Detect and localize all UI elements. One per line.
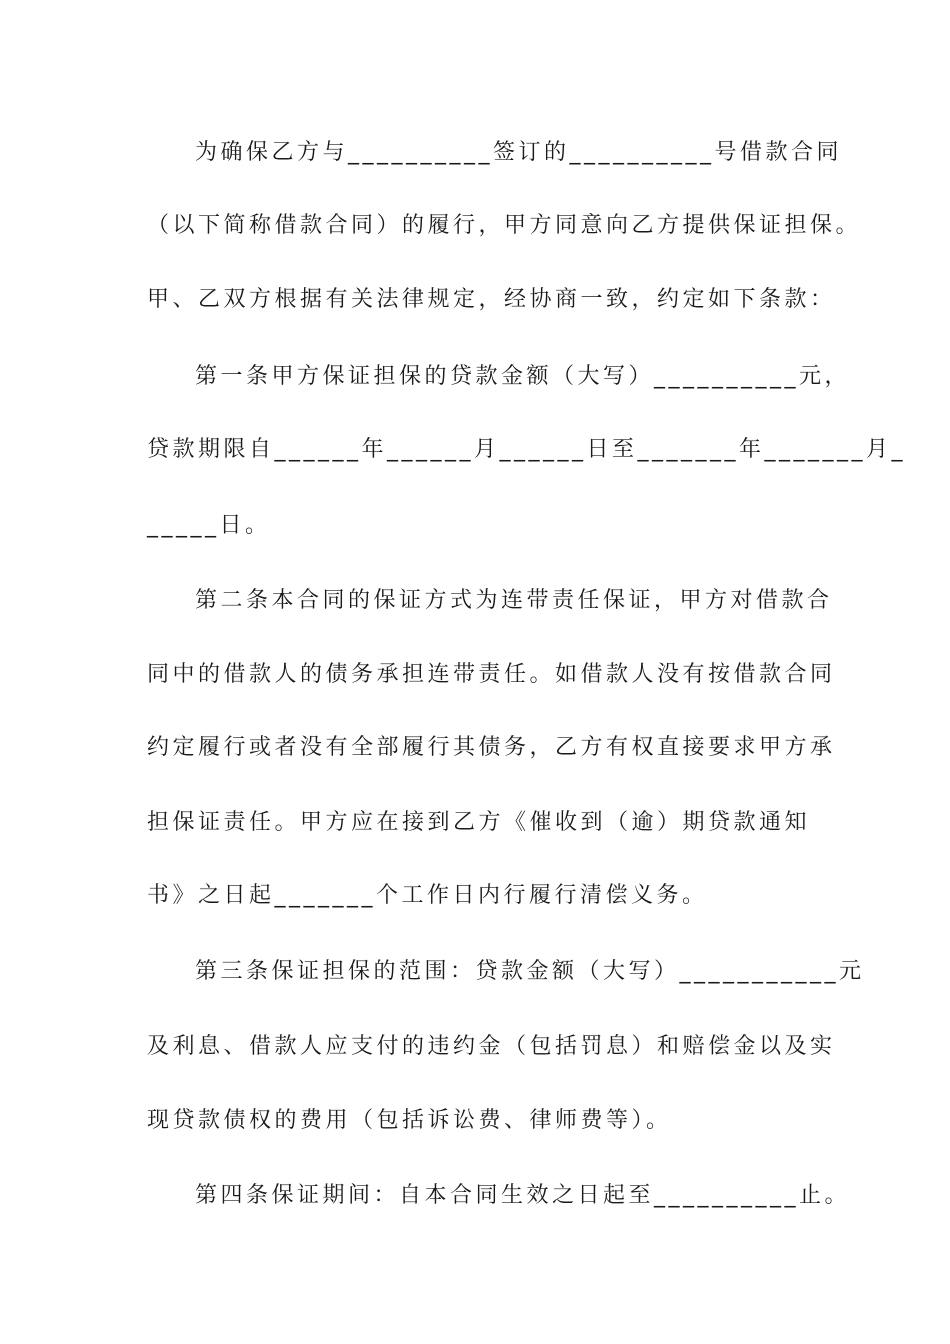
article-2-line-2: 同中的借款人的债务承担连带责任。如借款人没有按借款合同 xyxy=(147,662,836,687)
paragraph-intro-line-2: （以下简称借款合同）的履行，甲方同意向乙方提供保证担保。 xyxy=(147,213,862,238)
article-4-line-1: 第四条保证期间：自本合同生效之日起至__________止。 xyxy=(195,1183,851,1208)
article-3-line-3: 现贷款债权的费用（包括诉讼费、律师费等）。 xyxy=(147,1108,672,1133)
paragraph-intro-line-1: 为确保乙方与__________签订的__________号借款合同 xyxy=(195,140,843,165)
article-1-line-3: _____日。 xyxy=(147,513,271,538)
article-1-line-2: 贷款期限自______年______月______日至_______年_______月_ xyxy=(147,437,907,462)
article-2-line-5: 书》之日起_______个工作日内行履行清偿义务。 xyxy=(147,883,708,908)
article-3-line-2: 及利息、借款人应支付的违约金（包括罚息）和赔偿金以及实 xyxy=(147,1034,836,1059)
article-2-line-4: 担保证责任。甲方应在接到乙方《催收到（逾）期贷款通知 xyxy=(147,810,811,835)
article-2-line-3: 约定履行或者没有全部履行其债务，乙方有权直接要求甲方承 xyxy=(147,735,836,760)
article-1-line-1: 第一条甲方保证担保的贷款金额（大写）__________元， xyxy=(195,364,851,389)
article-2-line-1: 第二条本合同的保证方式为连带责任保证，甲方对借款合 xyxy=(195,588,833,613)
article-3-line-1: 第三条保证担保的范围：贷款金额（大写）___________元 xyxy=(195,959,865,984)
paragraph-intro-line-3: 甲、乙双方根据有关法律规定，经协商一致，约定如下条款： xyxy=(147,287,836,312)
